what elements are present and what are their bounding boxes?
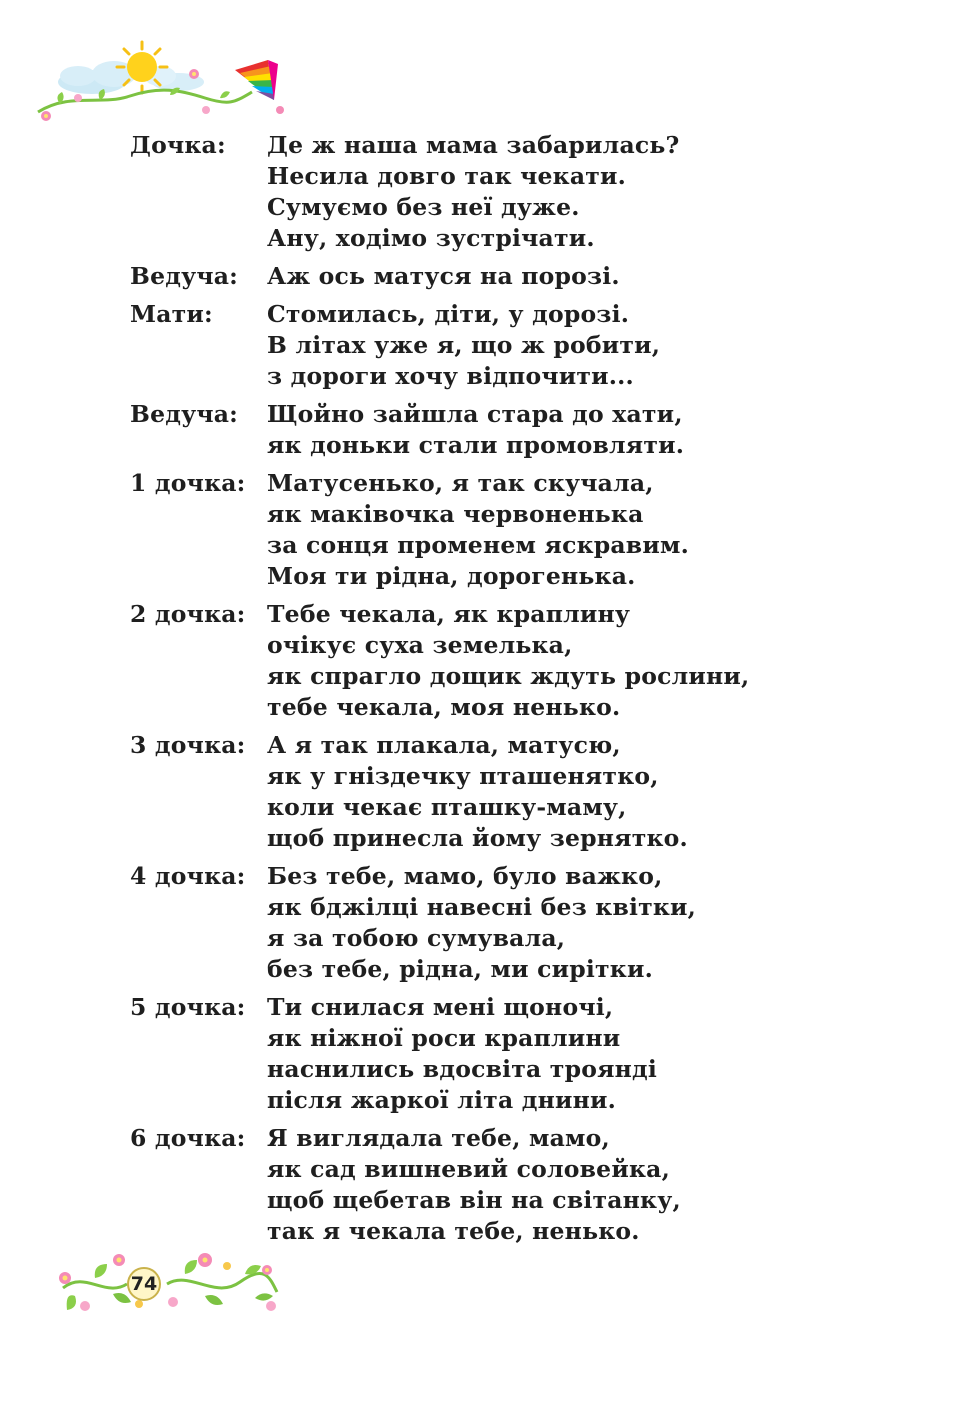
speech-line: А я так плакала, матусю, — [267, 731, 621, 759]
speech-line: Стомилась, діти, у дорозі. — [267, 300, 630, 328]
speech-line: Моя ти рідна, дорогенька. — [267, 562, 636, 590]
speech-line: очікує суха земелька, — [267, 631, 573, 659]
speech-line: як бджілці навесні без квітки, — [267, 893, 697, 921]
speech-lines — [267, 730, 688, 854]
speaker-label: Мати: — [130, 300, 213, 328]
speech-line: після жаркої літа днини. — [267, 1086, 617, 1114]
speech-lines — [267, 468, 689, 592]
speech-line: Ану, ходімо зустрічати. — [267, 224, 595, 252]
speech-lines — [267, 299, 660, 392]
speech-lines — [267, 261, 620, 292]
speech-lines — [267, 1123, 681, 1247]
header-decoration — [30, 40, 290, 130]
speech-lines — [267, 861, 696, 985]
speech-line: як доньки стали промовляти. — [267, 431, 685, 459]
speech-line: я за тобою сумувала, — [267, 924, 566, 952]
speech-line: Несила довго так чекати. — [267, 162, 627, 190]
speaker-label: Дочка: — [130, 131, 226, 159]
speaker-label: 4 дочка: — [130, 862, 246, 890]
sun-icon — [117, 42, 167, 93]
speaker-label: 6 дочка: — [130, 1124, 246, 1152]
speech-line: як сад вишневий соловейка, — [267, 1155, 670, 1183]
speech-line: наснились вдосвіта троянді — [267, 1055, 658, 1083]
speech-line: як ніжної роси краплини — [267, 1024, 621, 1052]
speech-line: з дороги хочу відпочити... — [267, 362, 634, 390]
speech-line: В літах уже я, що ж робити, — [267, 331, 661, 359]
speech-line: щоб принесла йому зернятко. — [267, 824, 688, 852]
speech-line: за сонця променем яскравим. — [267, 531, 689, 559]
speech-line: Де ж наша мама забарилась? — [267, 131, 680, 159]
page-number: 74 — [127, 1267, 161, 1301]
speaker-label: Ведуча: — [130, 262, 239, 290]
speaker-label: 5 дочка: — [130, 993, 246, 1021]
speech-lines — [267, 130, 680, 254]
speech-line: як у гніздечку пташенятко, — [267, 762, 659, 790]
speech-line: Тебе чекала, як краплину — [267, 600, 631, 628]
speech-line: Без тебе, мамо, було важко, — [267, 862, 663, 890]
speech-line: Матусенько, я так скучала, — [267, 469, 654, 497]
speaker-label: Ведуча: — [130, 400, 239, 428]
flower-garland-icon — [55, 1248, 280, 1318]
speech-line: Щойно зайшла стара до хати, — [267, 400, 683, 428]
speech-lines — [267, 992, 657, 1116]
speech-line: без тебе, рідна, ми сирітки. — [267, 955, 653, 983]
speech-line: як спрагло дощик ждуть рослини, — [267, 662, 750, 690]
speaker-label: 1 дочка: — [130, 469, 246, 497]
speech-line: щоб щебетав він на світанку, — [267, 1186, 681, 1214]
speaker-label: 3 дочка: — [130, 731, 246, 759]
speech-lines — [267, 399, 684, 461]
speech-lines — [267, 599, 749, 723]
speech-line: Я виглядала тебе, мамо, — [267, 1124, 610, 1152]
speech-line: як маківочка червоненька — [267, 500, 644, 528]
speech-line: Сумуємо без неї дуже. — [267, 193, 580, 221]
speech-line: так я чекала тебе, ненько. — [267, 1217, 640, 1245]
speaker-label: 2 дочка: — [130, 600, 246, 628]
speech-line: коли чекає пташку-маму, — [267, 793, 627, 821]
speech-line: тебе чекала, моя ненько. — [267, 693, 621, 721]
speech-line: Ти снилася мені щоночі, — [267, 993, 614, 1021]
rainbow-kite-icon — [235, 60, 278, 100]
speech-line: Аж ось матуся на порозі. — [267, 262, 620, 290]
